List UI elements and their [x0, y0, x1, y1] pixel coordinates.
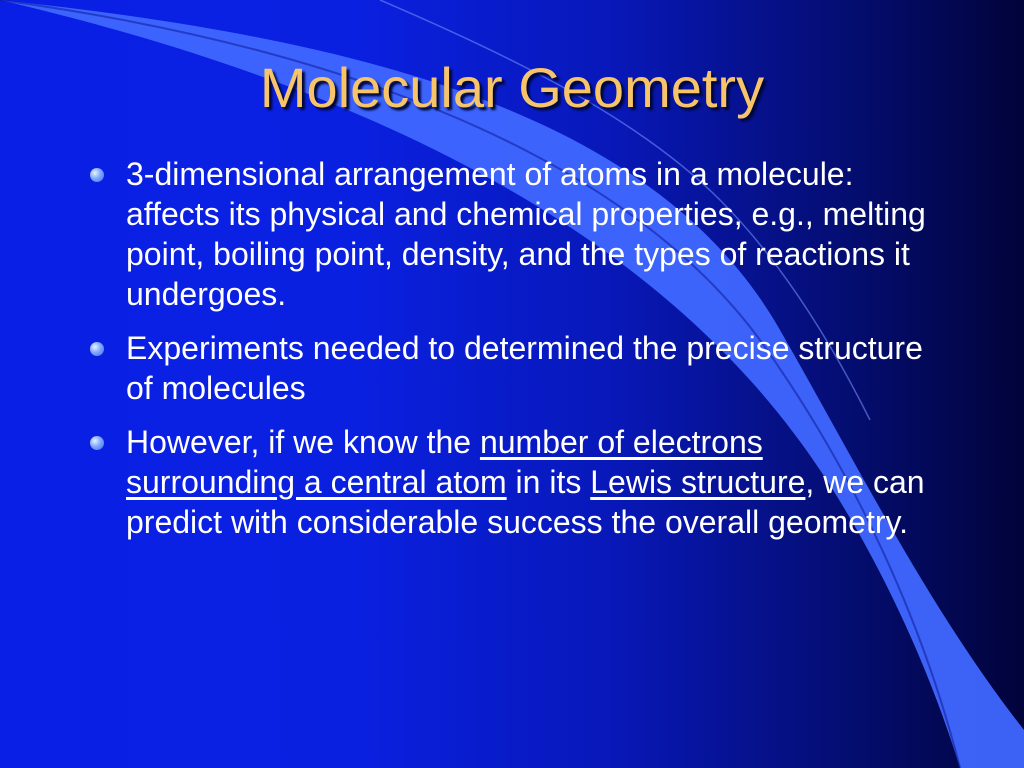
bullet-text: 3-dimensional arrangement of atoms in a molecule: affects its physical and chemical properties, e.g., melting point, boiling point, density, and the types of reactions it undergoes.: [126, 156, 926, 312]
underlined-term-electrons: number of electrons surrounding a central atom: [126, 424, 763, 500]
bullet-text-part: However, if we know the: [126, 424, 480, 460]
bullet-dot-icon: [90, 168, 104, 182]
bullet-text-part: , we can predict with considerable success the overall geometry.: [126, 464, 925, 540]
slide-title: Molecular Geometry: [259, 56, 765, 119]
bullet-text: [126, 424, 925, 540]
bullet-item-arrangement: [88, 154, 938, 314]
bullet-dot-icon: [90, 342, 104, 356]
bullet-item-experiments: [88, 328, 938, 408]
bullet-item-lewis: [88, 422, 938, 542]
bullet-text-part: in its: [506, 464, 591, 500]
underlined-term-lewis-structure: Lewis structure: [590, 464, 806, 500]
bullet-text: Experiments needed to determined the precise structure of molecules: [126, 330, 923, 406]
bullet-list: [88, 154, 938, 556]
bullet-dot-icon: [90, 436, 104, 450]
